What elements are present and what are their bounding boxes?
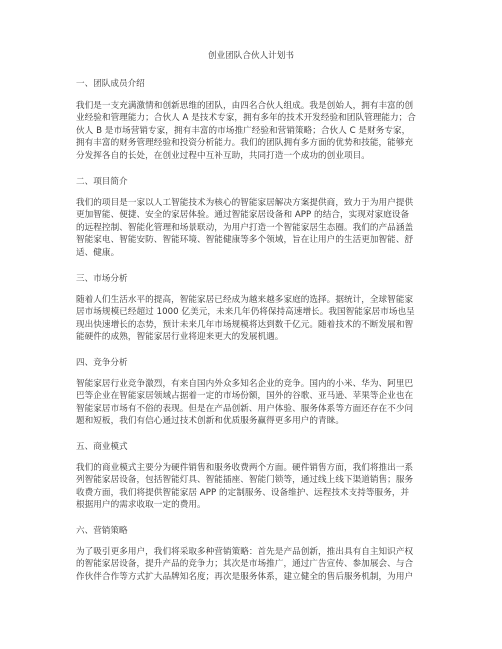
paragraph-line: 智能家电、智能安防、智能环境、智能健康等多个领域，旨在让用户的生活更加智能、舒 (76, 235, 414, 246)
section-body-marketing (76, 546, 432, 583)
section-body-team (76, 100, 432, 162)
section-heading-market: 三、市场分析 (76, 274, 128, 284)
paragraph-line: 的远程控制、智能化管理和场景联动，为用户打造一个智能家居生态圈。我们的产品涵盖 (76, 222, 414, 233)
section-body-business-model (76, 462, 432, 512)
section-heading-team: 一、团队成员介绍 (76, 79, 145, 89)
section-body-market (76, 294, 432, 344)
paragraph-line: 智能家居行业竞争激烈，有来自国内外众多知名企业的竞争。国内的小米、华为、阿里巴 (76, 379, 414, 389)
paragraph-line: 列智能家居设备，包括智能灯具、智能插座、智能门锁等，通过线上线下渠道销售；服务 (76, 475, 414, 486)
paragraph-line: 智能家居市场有不俗的表现。但是在产品创新、用户体验、服务体系等方面还存在不少问 (76, 403, 414, 414)
paragraph-line: 巴等企业在智能家居领域占据着一定的市场份额，国外的谷歌、亚马逊、苹果等企业也在 (76, 391, 414, 402)
paragraph-line: 题和短板，我们有信心通过技术创新和优质服务赢得更多用户的青睐。 (76, 416, 344, 427)
paragraph-line: 适、健康。 (76, 247, 120, 258)
paragraph-line: 的智能家居设备，提升产品的竞争力；其次是市场推广，通过广告宣传、参加展会、与合 (76, 559, 414, 570)
paragraph-line: 我们是一支充满激情和创新思维的团队，由四名合伙人组成。我是创始人，拥有丰富的创 (76, 101, 414, 111)
paragraph-line: 更加智能、便捷、安全的家居体验。通过智能家居设备和 APP 的结合，实现对家庭设备 (76, 210, 410, 221)
section-heading-project: 二、项目简介 (76, 177, 128, 187)
paragraph-line: 作伙伴合作等方式扩大品牌知名度；再次是服务体系，建立健全的售后服务机制，为用户 (76, 571, 414, 582)
paragraph-line: 分发挥各自的长处，在创业过程中互补互助，共同打造一个成功的创业项目。 (76, 150, 370, 161)
paragraph-line: 随着人们生活水平的提高，智能家居已经成为越来越多家庭的选择。据统计，全球智能家 (76, 295, 414, 305)
paragraph-line: 能硬件的成熟，智能家居行业将迎来更大的发展机遇。 (76, 332, 284, 343)
paragraph-line: 业经验和管理能力；合伙人 A 是技术专家，拥有多年的技术开发经验和团队管理能力；合 (76, 113, 416, 124)
paragraph-line: 伙人 B 是市场营销专家，拥有丰富的市场推广经验和营销策略；合伙人 C 是财务专家， (76, 125, 411, 136)
section-body-project (76, 197, 432, 259)
paragraph-line: 现出快速增长的态势，预计未来几年市场规模将达到数千亿元。随着技术的不断发展和智 (76, 319, 414, 330)
paragraph-line: 我们的项目是一家以人工智能技术为核心的智能家居解决方案提供商，致力于为用户提供 (76, 198, 414, 208)
document-title: 创业团队合伙人计划书 (208, 51, 294, 61)
paragraph-line: 为了吸引更多用户，我们将采取多种营销策略：首先是产品创新，推出具有自主知识产权 (76, 547, 414, 557)
section-body-competition (76, 378, 432, 428)
paragraph-line: 根据用户的需求收取一定的费用。 (76, 500, 206, 511)
section-heading-marketing: 六、营销策略 (76, 526, 128, 536)
paragraph-line: 拥有丰富的财务管理经验和投资分析能力。我们的团队拥有多方面的优势和技能，能够充 (76, 138, 414, 149)
paragraph-line: 收费方面，我们将提供智能家居 APP 的定制服务、设备维护、远程技术支持等服务，并 (76, 487, 410, 498)
paragraph-line: 居市场规模已经超过 1000 亿美元，未来几年仍将保持高速增长。我国智能家居市场也呈 (76, 307, 415, 318)
section-heading-business-model: 五、商业模式 (76, 442, 128, 452)
section-heading-competition: 四、竞争分析 (76, 358, 128, 368)
paragraph-line: 我们的商业模式主要分为硬件销售和服务收费两个方面。硬件销售方面，我们将推出一系 (76, 463, 414, 473)
